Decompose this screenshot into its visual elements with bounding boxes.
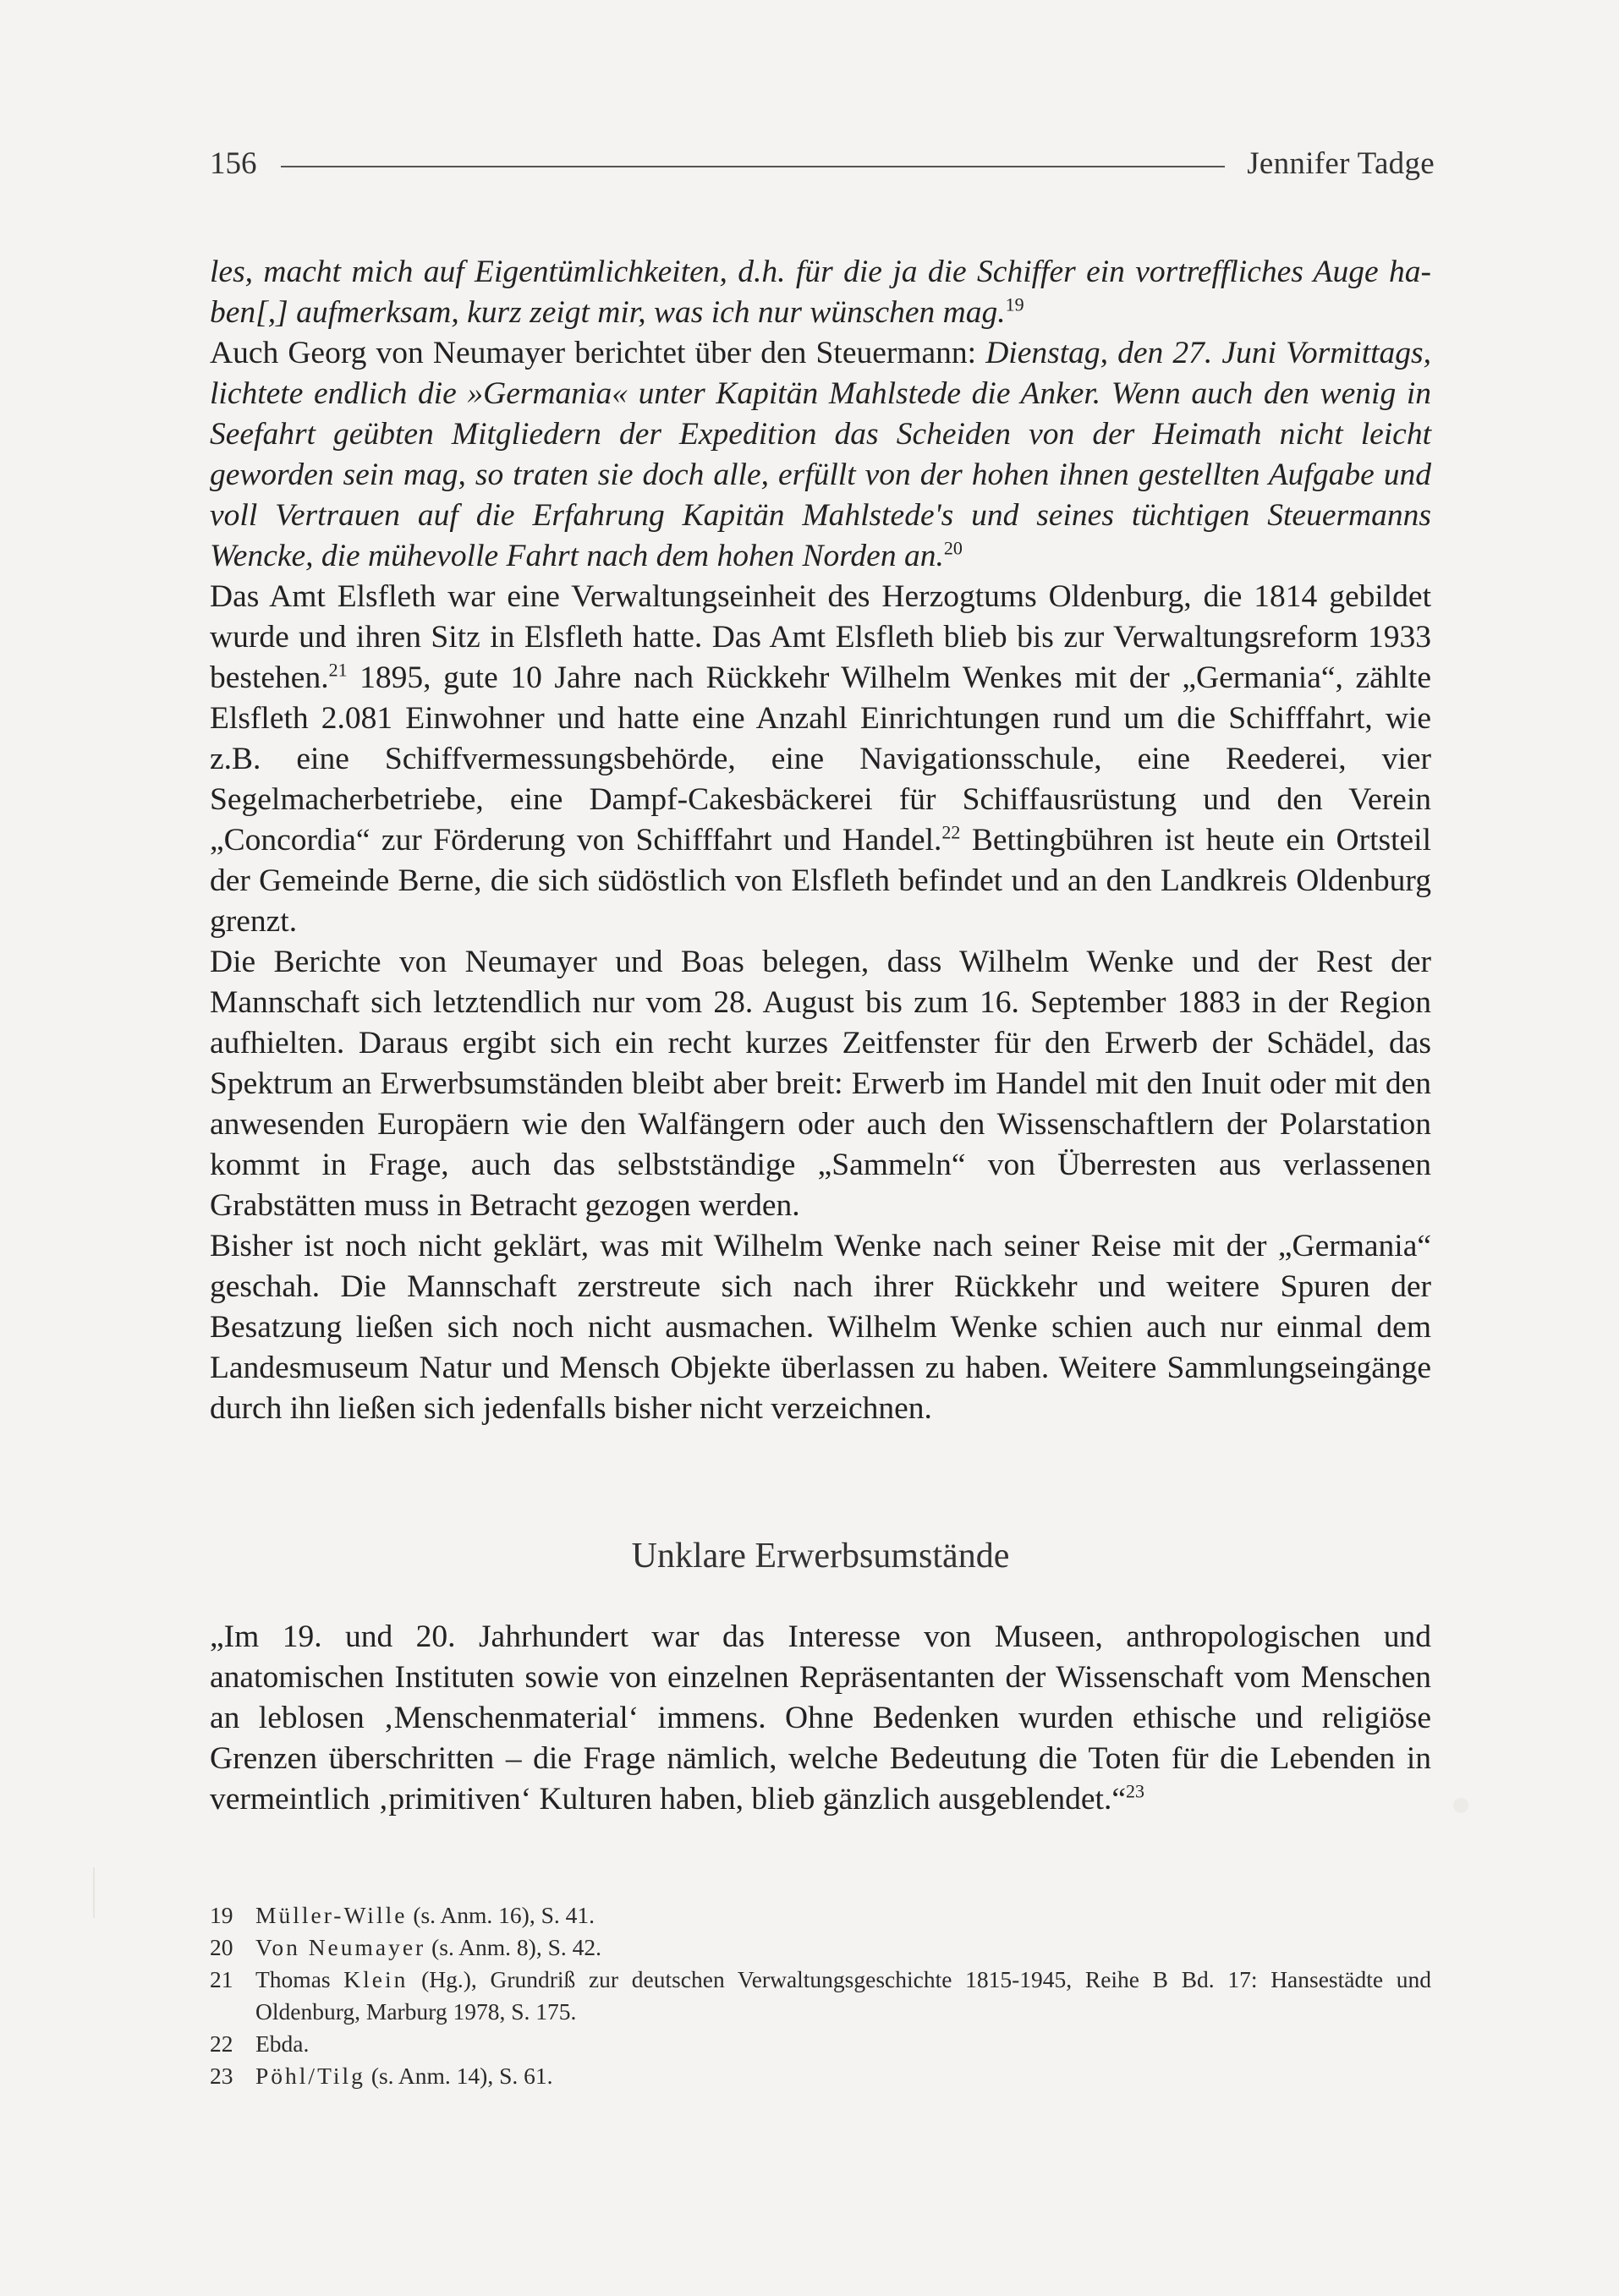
- footnote-text: (Hg.), Grundriß zur deutschen Verwaltungsgeschichte 1815-1945, Reihe B Bd. 17: Hansestädte und Oldenburg, Marburg 1978, S. 175.: [255, 1966, 1431, 2025]
- running-header: [210, 142, 1435, 184]
- footnote-text: (s. Anm. 16), S. 41.: [407, 1902, 595, 1928]
- text-run: „Im 19. und 20. Jahrhundert war das Interesse von Museen, anthropologischen und anatomischen Instituten sowie von einzelnen Repräsentanten der Wissenschaft vom Menschen an leblosen ‚Menschenmaterial‘ immens. Ohne Bedenken wurden ethische und religiöse Grenzen überschritten – die Frage nämlich, welche Bedeutung die Toten für die Lebenden in vermeintlich ‚primitiven‘ Kulturen haben, blieb gänzlich ausgeblendet.“: [210, 1619, 1431, 1817]
- text-run: 1895, gute 10 Jahre nach Rückkehr Wilhelm Wenkes mit der „Germania“, zählte Elsfleth 2.081 Einwohner und hatte eine Anzahl Einrichtungen rund um die Schifffahrt, wie z.B. eine Schiffvermessungsbehörde, eine Navigationsschule, eine Reederei, vier Segelmacherbetriebe, eine Dampf-Cakesbäckerei für Schiffausrüstung und den Verein „Concordia“ zur Förderung von Schifffahrt und Handel.: [210, 660, 1431, 858]
- body-text: [210, 252, 1431, 1429]
- footnote-author: Von Neumayer: [255, 1934, 426, 1960]
- footnote-number: 23: [210, 2063, 233, 2089]
- footnote-marker: 21: [328, 659, 348, 681]
- footnote-author: Müller-Wille: [255, 1902, 408, 1928]
- footnote-number: 22: [210, 2030, 233, 2057]
- text-run: Bisher ist noch nicht geklärt, was mit Wilhelm Wenke nach seiner Reise mit der „Germania“ geschah. Die Mannschaft zerstreute sich nach ihrer Rückkehr und weitere Spuren der Besatzung ließen sich noch nicht ausmachen. Wilhelm Wenke schien auch nur einmal dem Landesmuseum Natur und Mensch Objekte überlassen zu haben. Weitere Sammlungseingänge durch ihn ließen sich jedenfalls bisher nicht verzeichnen.: [210, 1229, 1431, 1426]
- footnote: [210, 1899, 1431, 1932]
- text-run: Auch Georg von Neumayer berichtet über den Steuermann:: [210, 336, 986, 370]
- page-number: 156: [210, 145, 257, 181]
- paragraph: [210, 1226, 1431, 1429]
- paper-speck: [1453, 1798, 1468, 1813]
- running-header-author: Jennifer Tadge: [1247, 145, 1435, 181]
- footnote: [210, 1964, 1431, 2028]
- text-run: Das Amt Elsfleth war eine Verwaltungseinheit des Herzogtums Oldenburg, die 1814 gebildet wurde und ihren Sitz in Elsfleth hatte. Das Amt Elsfleth blieb bis zur Verwaltungsreform 1933 bestehen.: [210, 579, 1431, 695]
- footnote-text: (s. Anm. 14), S. 61.: [365, 2063, 553, 2089]
- footnote-text: (s. Anm. 8), S. 42.: [425, 1934, 602, 1960]
- paragraph: [210, 942, 1431, 1226]
- scan-edge-mark: [93, 1867, 95, 1918]
- footnote-marker: 23: [1125, 1780, 1144, 1802]
- footnote-prefix: Thomas: [255, 1966, 344, 1992]
- paragraph: [210, 252, 1431, 333]
- italic-quotation: les, macht mich auf Eigentümlichkeiten, d.h. für die ja die Schiffer ein vortreffliches Auge haben[,] aufmerksam, kurz zeigt mir, was ich nur wünschen mag.: [210, 255, 1431, 330]
- section-heading: Unklare Erwerbsumstände: [631, 1537, 1010, 1575]
- italic-quotation: Dienstag, den 27. Juni Vormittags, lichtete endlich die »Germania« unter Kapitän Mahlstede die Anker. Wenn auch den wenig in Seefahrt geübten Mitgliedern der Expedition das Scheiden von der Heimath nicht leicht geworden sein mag, so traten sie doch alle, erfüllt von der hohen ihnen gestellten Aufgabe und voll Vertrauen auf die Erfahrung Kapitän Mahlstede's und seines tüchtigen Steuermanns Wencke, die mühevolle Fahrt nach dem hohen Norden an.: [210, 336, 1432, 573]
- footnotes: [210, 1899, 1431, 2092]
- footnote: [210, 2028, 1431, 2060]
- footnote-number: 21: [210, 1966, 233, 1992]
- footnote-marker: 20: [943, 537, 963, 559]
- text-run: Die Berichte von Neumayer und Boas belegen, dass Wilhelm Wenke und der Rest der Mannschaft sich letztendlich nur vom 28. August bis zum 16. September 1883 in der Region aufhielten. Daraus ergibt sich ein recht kurzes Zeitfenster für den Erwerb der Schädel, das Spektrum an Erwerbsumständen bleibt aber breit: Erwerb im Handel mit den Inuit oder mit den anwesenden Europäern wie den Walfängern oder auch den Wissenschaftlern der Polarstation kommt in Frage, auch das selbstständige „Sammeln“ von Überresten aus verlassenen Grabstätten muss in Betracht gezogen werden.: [210, 945, 1431, 1223]
- paragraph: [210, 577, 1431, 942]
- footnote-author: Pöhl/Tilg: [255, 2063, 365, 2089]
- footnote-marker: 19: [1005, 293, 1024, 315]
- quote-paragraph: [210, 1617, 1431, 1820]
- footnote-number: 20: [210, 1934, 233, 1960]
- footnote: [210, 2060, 1431, 2092]
- footnote-marker: 22: [941, 821, 961, 843]
- footnote: [210, 1932, 1431, 1964]
- text-run: Bettingbühren ist heute ein Ortsteil der Gemeinde Berne, die sich südöstlich von Elsfleth befindet und an den Landkreis Oldenburg grenzt.: [210, 823, 1431, 939]
- quote-text: [210, 1617, 1431, 1820]
- header-rule: [281, 166, 1226, 167]
- paragraph: [210, 333, 1431, 577]
- footnote-text: Ebda.: [255, 2030, 310, 2057]
- footnote-number: 19: [210, 1902, 233, 1928]
- footnote-author: Klein: [343, 1966, 409, 1992]
